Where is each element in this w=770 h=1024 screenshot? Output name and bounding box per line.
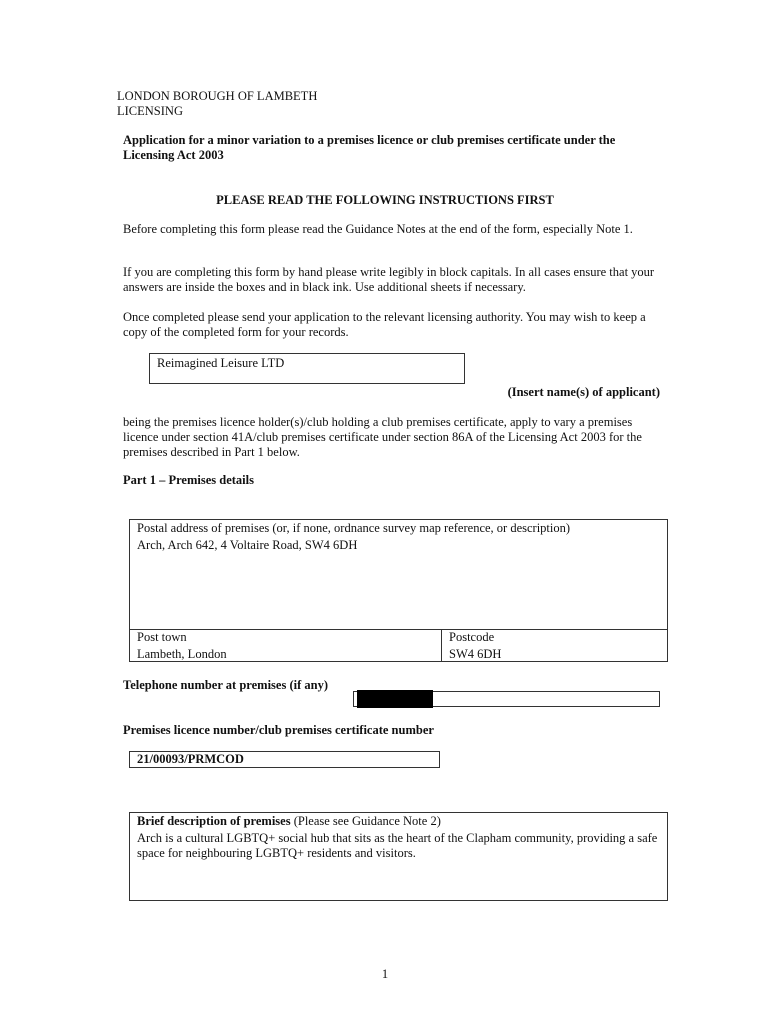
- org-name: LONDON BOROUGH OF LAMBETH: [117, 89, 318, 103]
- premises-description-label: Brief description of premises: [137, 814, 291, 828]
- postcode-field[interactable]: [441, 629, 668, 662]
- instructions-para-2: If you are completing this form by hand please write legibly in block capitals. In all cases ensure that your answers are inside the boxes and in black ink. Use additional sheets if necessary.: [123, 265, 655, 294]
- premises-description-field[interactable]: [129, 812, 668, 901]
- guidance-note-reference: (Please see Guidance Note 2): [293, 814, 441, 828]
- department-name: LICENSING: [117, 104, 183, 118]
- post-town-field[interactable]: [129, 629, 442, 662]
- applicant-name-value: Reimagined Leisure LTD: [157, 356, 285, 370]
- postal-address-value: Arch, Arch 642, 4 Voltaire Road, SW4 6DH: [137, 538, 358, 552]
- form-title: Application for a minor variation to a premises licence or club premises certificate under the Licensing Act 2003: [123, 133, 616, 162]
- applicant-name-field[interactable]: [149, 353, 465, 384]
- licence-number-value: 21/00093/PRMCOD: [137, 752, 244, 766]
- redaction-block: [357, 690, 433, 708]
- declaration-text: being the premises licence holder(s)/club holding a club premises certificate, apply to vary a premises licence under section 41A/club premises certificate under section 86A of the Licensing Act 2003 for the premises described in Part 1 below.: [123, 415, 642, 459]
- telephone-label: Telephone number at premises (if any): [123, 678, 328, 692]
- postal-address-field[interactable]: [129, 519, 668, 630]
- instructions-para-1: Before completing this form please read the Guidance Notes at the end of the form, especially Note 1.: [123, 222, 633, 236]
- premises-description-value: Arch is a cultural LGBTQ+ social hub that sits as the heart of the Clapham community, providing a safe space for neighbouring LGBTQ+ residents and visitors.: [137, 831, 658, 860]
- instructions-para-3: Once completed please send your application to the relevant licensing authority. You may wish to keep a copy of the completed form for your records.: [123, 310, 646, 339]
- part1-heading: Part 1 – Premises details: [123, 473, 254, 487]
- post-town-value: Lambeth, London: [137, 647, 227, 661]
- page-number: 1: [381, 967, 389, 981]
- premises-description-heading: [130, 813, 667, 831]
- licence-number-field[interactable]: [129, 751, 440, 768]
- postcode-label: Postcode: [449, 630, 495, 644]
- postal-address-label: Postal address of premises (or, if none, ordnance survey map reference, or description): [137, 521, 571, 535]
- licence-number-label: Premises licence number/club premises certificate number: [123, 723, 434, 737]
- instructions-heading: PLEASE READ THE FOLLOWING INSTRUCTIONS FIRST: [216, 193, 554, 207]
- applicant-name-label: (Insert name(s) of applicant): [507, 385, 660, 399]
- post-town-label: Post town: [137, 630, 187, 644]
- postcode-value: SW4 6DH: [449, 647, 502, 661]
